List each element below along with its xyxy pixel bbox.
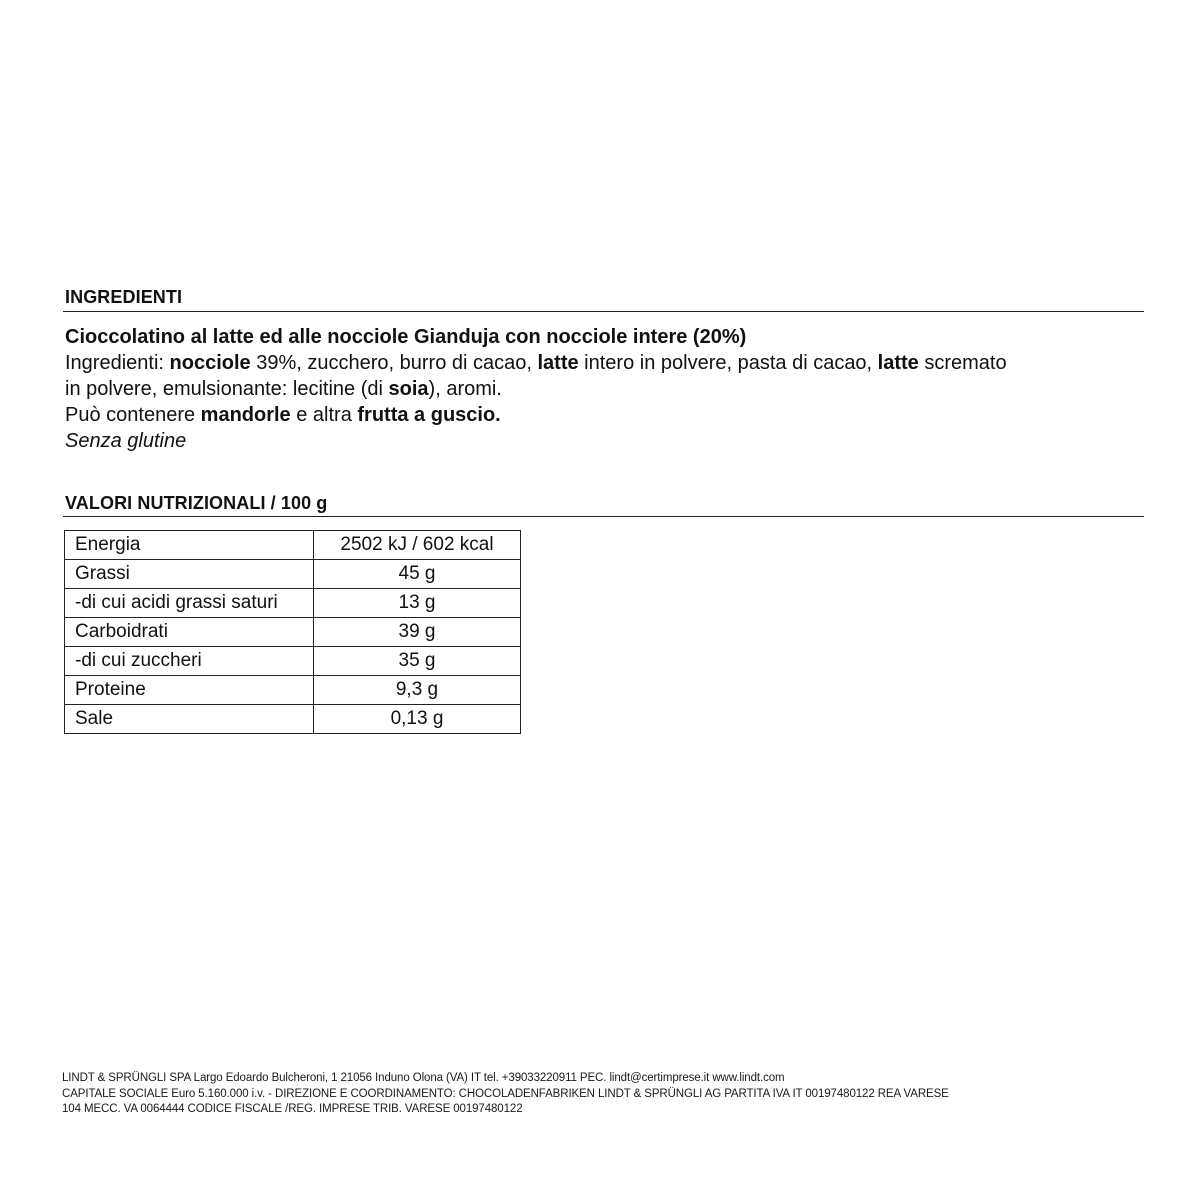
ingredients-line-1 [65,350,1150,376]
nutrition-table [64,530,521,734]
ingredients-text: intero in polvere, pasta di cacao, [578,352,878,374]
nutrient-name: Energia [65,531,314,560]
allergen-soy: soia [388,378,429,400]
allergen-hazelnut: nocciole [169,352,251,374]
may-contain-text: Può contenere [65,404,201,426]
nutrient-name: Grassi [65,560,314,589]
allergen-almonds: mandorle [200,404,291,426]
ingredients-text: 39%, zucchero, burro di cacao, [250,352,538,374]
table-row [65,589,521,618]
nutrient-name: Carboidrati [65,618,314,647]
table-row [65,647,521,676]
allergen-nuts: frutta a guscio. [357,404,501,426]
may-contain-text: e altra [290,404,358,426]
ingredients-text: ), aromi. [428,378,502,400]
ingredients-line-2 [65,376,1150,402]
nutrient-name: -di cui acidi grassi saturi [65,589,314,618]
nutrient-value: 13 g [314,589,521,618]
allergen-milk: latte [877,352,919,374]
company-footer [62,1071,1152,1118]
ingredients-block [65,324,1150,454]
may-contain-line [65,402,1150,428]
nutrient-value: 9,3 g [314,676,521,705]
nutrient-name: Sale [65,705,314,734]
nutrient-value: 35 g [314,647,521,676]
ingredients-text: scremato [918,352,1007,374]
nutrition-divider [63,516,1144,517]
gluten-free-note: Senza glutine [65,430,187,452]
product-title: Cioccolatino al latte ed alle nocciole Gianduja con nocciole intere (20%) [65,326,747,348]
ingredients-divider [63,311,1144,312]
table-row [65,676,521,705]
allergen-milk: latte [537,352,579,374]
nutrient-value: 2502 kJ / 602 kcal [314,531,521,560]
nutrient-value: 39 g [314,618,521,647]
footer-line-1: LINDT & SPRÜNGLI SPA Largo Edoardo Bulcheroni, 1 21056 Induno Olona (VA) IT tel. +39033220911 PEC. lindt@certimprese.it www.lindt.com [62,1072,785,1084]
nutrient-value: 45 g [314,560,521,589]
ingredients-text: in polvere, emulsionante: lecitine (di [65,378,389,400]
nutrition-heading: VALORI NUTRIZIONALI / 100 g [65,493,328,513]
ingredients-heading: INGREDIENTI [65,287,183,307]
nutrient-name: Proteine [65,676,314,705]
ingredients-text: Ingredienti: [65,352,170,374]
table-row [65,618,521,647]
table-row [65,531,521,560]
nutrient-name: -di cui zuccheri [65,647,314,676]
table-row [65,560,521,589]
nutrient-value: 0,13 g [314,705,521,734]
footer-line-3: 104 MECC. VA 0064444 CODICE FISCALE /REG. IMPRESE TRIB. VARESE 00197480122 [62,1103,523,1115]
table-row [65,705,521,734]
footer-line-2: CAPITALE SOCIALE Euro 5.160.000 i.v. - DIREZIONE E COORDINAMENTO: CHOCOLADENFABRIKEN LINDT & SPRÜNGLI AG PARTITA IVA IT 00197480122 REA VARESE [62,1087,949,1100]
